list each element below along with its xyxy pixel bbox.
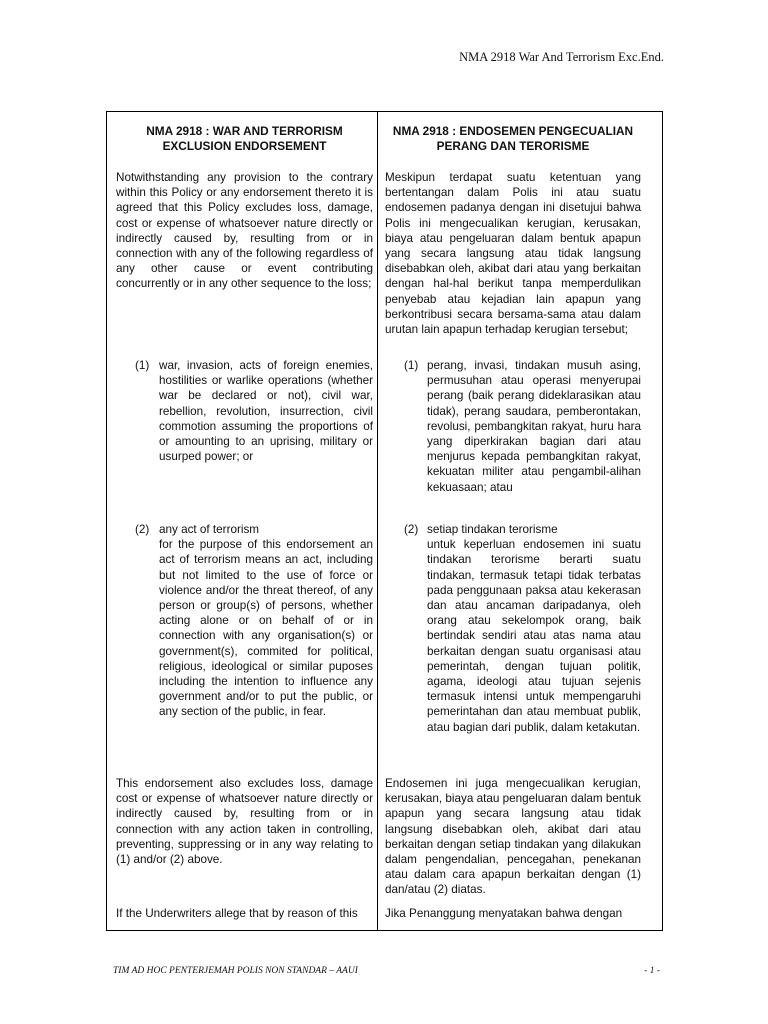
indonesian-item-2-number: (2) — [404, 523, 419, 536]
indonesian-intro: Meskipun terdapat suatu ketentuan yang bertentangan dalam Polis ini atau suatu endosemen padanya dengan ini disetujui bahwa Polis ini mengecualikan kerugian, kerusakan, biaya atau pengeluaran dalam bentuk apapun yang secara langsung atau tidak langsung disebabkan oleh, akibat dari atau yang berkaitan dengan hal-hal berikut tanpa memperdulikan penyebab atau kejadian lain apapun yang berkontribusi secara bersama-sama atau dalam urutan lain apapun terhadap kerugian tersebut; — [385, 171, 641, 337]
indonesian-item-2-lead: setiap tindakan terorisme — [427, 523, 558, 536]
english-intro: Notwithstanding any provision to the contrary within this Policy or any endorsement thereto it is agreed that this Policy excludes loss, damage, cost or expense of whatsoever nature directly or indirectly caused by, resulting from or in connection with any of the following regardless of any other cause or event contributing concurrently or in any other sequence to the loss; — [116, 171, 373, 291]
english-item-1-number: (1) — [135, 359, 150, 372]
english-item-2-lead: any act of terrorism — [159, 523, 260, 536]
indonesian-item-2 — [385, 522, 641, 776]
english-column — [107, 112, 377, 921]
indonesian-last-line: Jika Penanggung menyatakan bahwa dengan — [385, 907, 623, 920]
indonesian-title-line2: PERANG DAN TERORISME — [436, 139, 590, 153]
indonesian-column — [378, 112, 648, 921]
english-title-line1: NMA 2918 : WAR AND TERRORISM — [146, 124, 343, 138]
english-item-2 — [116, 522, 373, 776]
indonesian-item-1 — [385, 358, 641, 522]
english-last-line: If the Underwriters allege that by reason of this — [116, 907, 358, 920]
indonesian-title — [385, 124, 641, 170]
english-title — [116, 124, 373, 170]
english-title-line2: EXCLUSION ENDORSEMENT — [162, 139, 327, 153]
page-footer — [113, 966, 660, 976]
indonesian-item-1-text: perang, invasi, tindakan musuh asing, permusuhan atau operasi menyerupai perang (baik perang dideklarasikan atau tidak), perang saudara, pemberontakan, revolusi, pembangkitan rakyat, huru hara yang diperkirakan bagian dari atau menjurus kepada pembangkitan rakyat, kekuatan militer atau pengambil-alihan kekuasaan; atau — [427, 359, 641, 494]
english-item-2-text: for the purpose of this endorsement an act of terrorism means an act, including but not limited to the use of force or violence and/or the threat thereof, of any person or group(s) of persons, whether acting alone or on behalf of or in connection with any organisation(s) or government(s), commited for political, religious, ideological or similar puposes including the intention to influence any government and/or to put the public, or any section of the public, in fear. — [159, 538, 373, 719]
english-item-1-text: war, invasion, acts of foreign enemies, hostilities or warlike operations (whether war be declared or not), civil war, rebellion, revolution, insurrection, civil commotion assuming the proportions of or amounting to an uprising, military or usurped power; or — [159, 359, 373, 464]
page-number: - 1 - — [644, 966, 660, 976]
indonesian-item-2-body — [427, 522, 641, 735]
indonesian-item-2-text: untuk keperluan endosemen ini suatu tindakan terorisme berarti suatu tindakan, termasuk tetapi tidak terbatas pada penggunaan paksa atau kekerasan dan atau ancaman daripadanya, oleh orang atau sekelompok orang, baik bertindak sendiri atau atas nama atau berkaitan dengan suatu organisasi atau pemerintah, dengan tujuan politik, agama, ideologi atau tujuan sejenis termasuk intensi untuk mempengaruhi pemerintahan dan atau membuat publik, atau bagian dari publik, dalam ketakutan. — [427, 538, 641, 734]
english-item-1 — [116, 358, 373, 522]
bilingual-table — [106, 111, 663, 931]
indonesian-additional-exclusion: Endosemen ini juga mengecualikan kerugian, kerusakan, biaya atau pengeluaran dalam bentuk apapun yang secara langsung atau tidak langsung disebabkan oleh, akibat dari atau berkaitan dengan setiap tindakan yang dilakukan dalam pengendalian, pencegahan, penekanan atau dalam cara apapun berkaitan dengan (1) dan/atau (2) diatas. — [385, 777, 642, 897]
footer-team-name: TIM AD HOC PENTERJEMAH POLIS NON STANDAR – AAUI — [113, 966, 358, 976]
english-item-2-body — [159, 522, 373, 720]
english-additional-exclusion: This endorsement also excludes loss, damage cost or expense of whatsoever nature directly or indirectly caused by, resulting from or in connection with any action taken in controlling, preventing, suppressing or in any way relating to (1) and/or (2) above. — [116, 777, 373, 867]
page-header-reference: NMA 2918 War And Terrorism Exc.End. — [459, 50, 664, 64]
english-item-2-number: (2) — [135, 523, 150, 536]
indonesian-title-line1: NMA 2918 : ENDOSEMEN PENGECUALIAN — [392, 124, 634, 138]
indonesian-item-1-number: (1) — [404, 359, 419, 372]
